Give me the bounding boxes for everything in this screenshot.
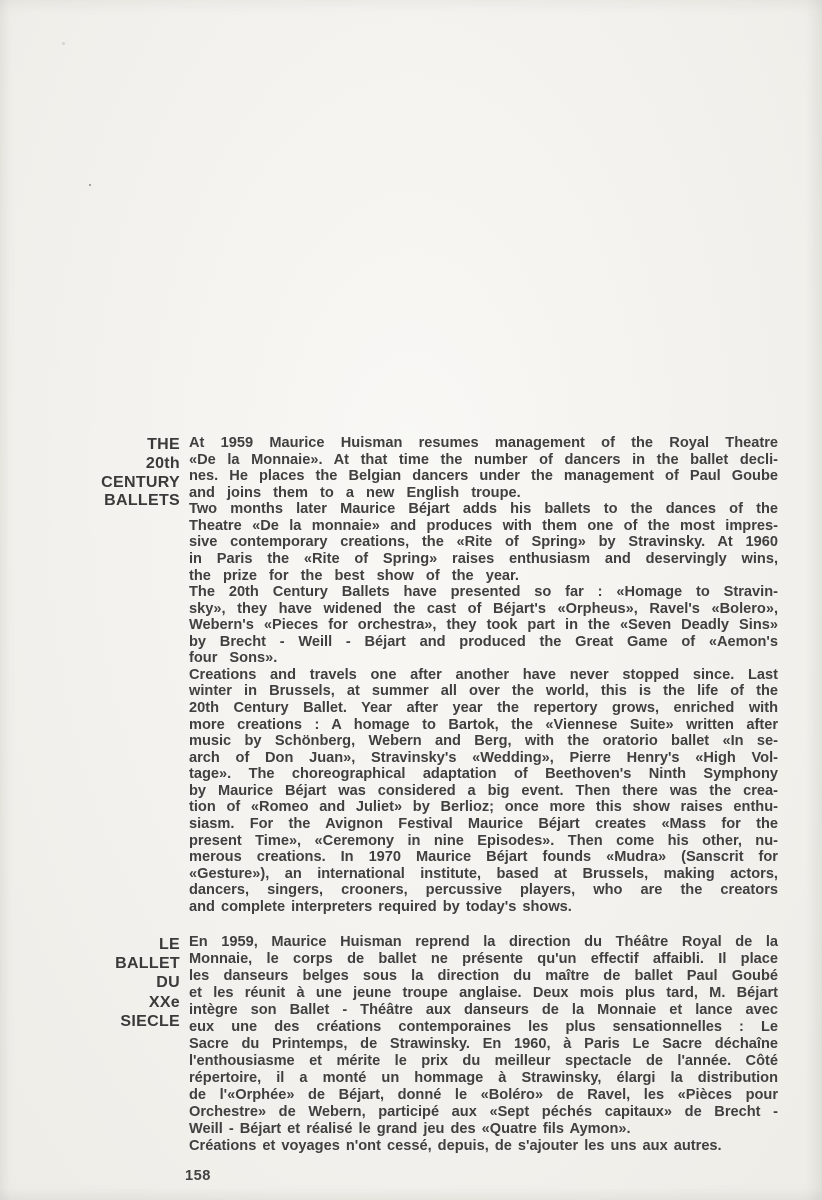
section-body-french [189,934,778,1155]
text-line: by Brecht - Weill - Béjart and produced the Great Game of «Aemon's [189,633,778,650]
text-line: En 1959, Maurice Huisman reprend la direction du Théâtre Royal de la [189,934,778,950]
heading-line: DU [156,974,180,992]
section-body-english [189,435,778,915]
text-line: tion of «Romeo and Juliet» by Berlioz; once more this show raises enthu- [189,799,778,816]
text-line: in Paris the «Rite of Spring» raises enthusiasm and deservingly wins, [189,550,778,567]
text-line: eux une des créations contemporaines les plus sensationnelles : Le [189,1019,778,1035]
text-line: siasm. For the Avignon Festival Maurice Béjart creates «Mass for the [189,815,778,832]
text-line: Créations et voyages n'ont cessé, depuis, de s'ajouter les uns aux autres. [189,1138,722,1154]
heading-line: XXe [148,993,180,1011]
text-line: and joins them to a new English troupe. [189,484,521,501]
text-line: merous creations. In 1970 Maurice Béjart founds «Mudra» (Sanscrit for [189,849,778,866]
text-line: Creations and travels one after another have never stopped since. Last [189,666,778,683]
text-line: Weill - Béjart et réalisé le grand jeu des «Quatre fils Aymon». [189,1121,631,1137]
heading-line: BALLETS [104,492,180,510]
text-line: les danseurs belges sous la direction du maître de ballet Paul Goubé [189,968,778,984]
text-line: tage». The choreographical adaptation of Beethoven's Ninth Symphony [189,766,778,783]
section-heading-french-block [90,934,778,1155]
section-english [90,435,778,915]
page-number: 158 [185,1168,211,1184]
text-line: music by Schönberg, Webern and Berg, with the oratorio ballet «In se- [189,733,778,750]
text-line: by Maurice Béjart was considered a big event. Then there was the crea- [189,782,778,799]
text-line: de l'«Orphée» de Béjart, donné le «Boléro» de Ravel, les «Pièces pour [189,1087,778,1103]
text-line: Monnaie, le corps de ballet ne présente qu'un effectif affaibli. Il place [189,951,778,967]
text-line: «De la Monnaie». At that time the number of dancers in the ballet decli- [189,451,778,468]
heading-line: LE [158,936,180,953]
text-line: nes. He places the Belgian dancers under the management of Paul Goube [189,468,778,485]
text-line: and complete interpreters required by today's shows. [189,898,572,915]
text-line: more creations : A homage to Bartok, the «Viennese Suite» written after [189,716,778,733]
heading-line: BALLET [115,955,180,973]
text-line: répertoire, il a monté un hommage à Strawinsky, élargi la distribution [189,1070,778,1086]
paper-speck [62,42,65,45]
text-line: At 1959 Maurice Huisman resumes management of the Royal Theatre [189,435,778,451]
text-line: Two months later Maurice Béjart adds his ballets to the dances of the [189,501,778,518]
text-line: arch of Don Juan», Stravinsky's «Wedding», Pierre Henry's «High Vol- [189,749,778,766]
heading-line: CENTURY [101,473,180,491]
text-line: winter in Brussels, at summer all over the world, this is the life of the [189,683,778,700]
text-line: «Gesture»), an international institute, based at Brussels, making actors, [189,865,778,882]
text-line: sive contemporary creations, the «Rite of Spring» by Stravinsky. At 1960 [189,534,778,551]
text-line: Sacre du Printemps, de Strawinsky. En 1960, à Paris Le Sacre déchaîne [189,1036,778,1052]
heading-line: SIECLE [120,1012,180,1030]
text-line: Webern's «Pieces for orchestra», they took part in the «Seven Deadly Sins» [189,617,778,634]
text-line: Orchestre» de Webern, participé aux «Sept péchés capitaux» de Brecht - [189,1104,778,1120]
text-line: Theatre «De la monnaie» and produces with them one of the most impres- [189,517,778,534]
text-line: present Time», «Ceremony in nine Episodes». Then come his other, nu- [189,832,778,849]
text-line: the prize for the best show of the year. [189,567,519,584]
text-line: l'enthousiasme et mérite le prix du meilleur spectacle de l'année. Côté [189,1053,778,1069]
heading-line: THE [147,436,180,453]
text-line: dancers, singers, crooners, percussive players, who are the creators [189,882,778,899]
text-line: four Sons». [189,650,278,667]
text-line: 20th Century Ballet. Year after year the repertory grows, enriched with [189,700,778,716]
section-heading-french [90,934,180,1031]
heading-line: 20th [145,454,180,472]
text-line: et les réunit à une jeune troupe anglaise. Deux mois plus tard, M. Béjart [189,985,778,1001]
text-line: intègre son Ballet - Théâtre aux danseurs de la Monnaie et lance avec [189,1002,778,1018]
paper-speck [89,184,91,186]
text-line: sky», they have widened the cast of Béjart's «Orpheus», Ravel's «Bolero», [189,600,778,617]
text-line: The 20th Century Ballets have presented so far : «Homage to Stravin- [189,584,778,601]
section-heading-english [90,435,180,511]
